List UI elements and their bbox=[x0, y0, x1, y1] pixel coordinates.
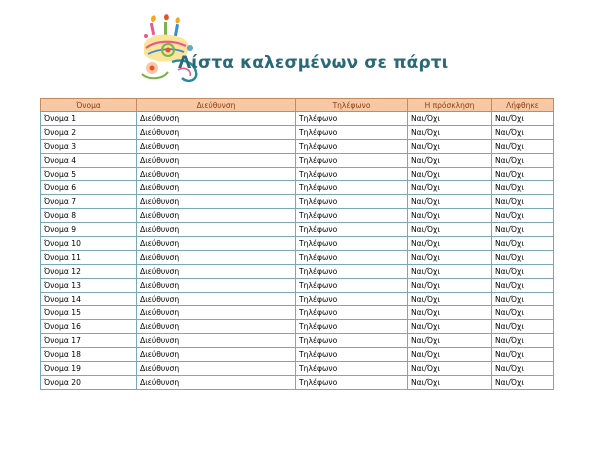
cell-phone[interactable]: Τηλέφωνο bbox=[296, 250, 408, 264]
cell-address[interactable]: Διεύθυνση bbox=[137, 125, 296, 139]
table-row bbox=[41, 278, 554, 292]
page-title: Λίστα καλεσμένων σε πάρτι bbox=[178, 53, 449, 73]
cell-phone[interactable]: Τηλέφωνο bbox=[296, 306, 408, 320]
cell-address[interactable]: Διεύθυνση bbox=[137, 348, 296, 362]
cell-received[interactable]: Ναι/Όχι bbox=[492, 292, 554, 306]
cell-address[interactable]: Διεύθυνση bbox=[137, 153, 296, 167]
cell-received[interactable]: Ναι/Όχι bbox=[492, 209, 554, 223]
cell-name[interactable]: Όνομα 7 bbox=[41, 195, 137, 209]
cell-invitation[interactable]: Ναι/Όχι bbox=[408, 195, 492, 209]
cell-phone[interactable]: Τηλέφωνο bbox=[296, 139, 408, 153]
cell-name[interactable]: Όνομα 10 bbox=[41, 237, 137, 251]
cell-received[interactable]: Ναι/Όχι bbox=[492, 264, 554, 278]
table-row bbox=[41, 292, 554, 306]
cell-name[interactable]: Όνομα 11 bbox=[41, 250, 137, 264]
cell-invitation[interactable]: Ναι/Όχι bbox=[408, 153, 492, 167]
cell-phone[interactable]: Τηλέφωνο bbox=[296, 362, 408, 376]
cell-invitation[interactable]: Ναι/Όχι bbox=[408, 112, 492, 126]
cell-received[interactable]: Ναι/Όχι bbox=[492, 348, 554, 362]
cell-name[interactable]: Όνομα 5 bbox=[41, 167, 137, 181]
cell-address[interactable]: Διεύθυνση bbox=[137, 139, 296, 153]
cell-received[interactable]: Ναι/Όχι bbox=[492, 195, 554, 209]
cell-phone[interactable]: Τηλέφωνο bbox=[296, 209, 408, 223]
cell-invitation[interactable]: Ναι/Όχι bbox=[408, 362, 492, 376]
table-row bbox=[41, 306, 554, 320]
cell-invitation[interactable]: Ναι/Όχι bbox=[408, 375, 492, 389]
cell-received[interactable]: Ναι/Όχι bbox=[492, 250, 554, 264]
cell-phone[interactable]: Τηλέφωνο bbox=[296, 375, 408, 389]
cell-received[interactable]: Ναι/Όχι bbox=[492, 362, 554, 376]
cell-name[interactable]: Όνομα 18 bbox=[41, 348, 137, 362]
cell-address[interactable]: Διεύθυνση bbox=[137, 237, 296, 251]
cell-received[interactable]: Ναι/Όχι bbox=[492, 112, 554, 126]
cell-phone[interactable]: Τηλέφωνο bbox=[296, 292, 408, 306]
table-row bbox=[41, 362, 554, 376]
cell-phone[interactable]: Τηλέφωνο bbox=[296, 334, 408, 348]
cell-name[interactable]: Όνομα 19 bbox=[41, 362, 137, 376]
cell-address[interactable]: Διεύθυνση bbox=[137, 320, 296, 334]
cell-received[interactable]: Ναι/Όχι bbox=[492, 375, 554, 389]
cell-phone[interactable]: Τηλέφωνο bbox=[296, 125, 408, 139]
cell-received[interactable]: Ναι/Όχι bbox=[492, 181, 554, 195]
cell-phone[interactable]: Τηλέφωνο bbox=[296, 181, 408, 195]
table-row bbox=[41, 139, 554, 153]
table-row bbox=[41, 334, 554, 348]
column-header-address: Διεύθυνση bbox=[137, 99, 296, 112]
table-row bbox=[41, 264, 554, 278]
cell-received[interactable]: Ναι/Όχι bbox=[492, 125, 554, 139]
cell-invitation[interactable]: Ναι/Όχι bbox=[408, 292, 492, 306]
cell-name[interactable]: Όνομα 15 bbox=[41, 306, 137, 320]
cell-address[interactable]: Διεύθυνση bbox=[137, 167, 296, 181]
cell-invitation[interactable]: Ναι/Όχι bbox=[408, 250, 492, 264]
cell-received[interactable]: Ναι/Όχι bbox=[492, 278, 554, 292]
cell-invitation[interactable]: Ναι/Όχι bbox=[408, 334, 492, 348]
cell-received[interactable]: Ναι/Όχι bbox=[492, 320, 554, 334]
cell-name[interactable]: Όνομα 8 bbox=[41, 209, 137, 223]
table-row bbox=[41, 153, 554, 167]
cell-phone[interactable]: Τηλέφωνο bbox=[296, 264, 408, 278]
table-row bbox=[41, 320, 554, 334]
table-row bbox=[41, 250, 554, 264]
cell-phone[interactable]: Τηλέφωνο bbox=[296, 348, 408, 362]
cell-phone[interactable]: Τηλέφωνο bbox=[296, 112, 408, 126]
cell-invitation[interactable]: Ναι/Όχι bbox=[408, 348, 492, 362]
cell-phone[interactable]: Τηλέφωνο bbox=[296, 223, 408, 237]
cell-address[interactable]: Διεύθυνση bbox=[137, 209, 296, 223]
cell-name[interactable]: Όνομα 6 bbox=[41, 181, 137, 195]
cell-phone[interactable]: Τηλέφωνο bbox=[296, 237, 408, 251]
cell-invitation[interactable]: Ναι/Όχι bbox=[408, 125, 492, 139]
cell-invitation[interactable]: Ναι/Όχι bbox=[408, 167, 492, 181]
cell-address[interactable]: Διεύθυνση bbox=[137, 264, 296, 278]
cell-name[interactable]: Όνομα 14 bbox=[41, 292, 137, 306]
cell-invitation[interactable]: Ναι/Όχι bbox=[408, 306, 492, 320]
cell-address[interactable]: Διεύθυνση bbox=[137, 278, 296, 292]
cell-address[interactable]: Διεύθυνση bbox=[137, 250, 296, 264]
table-row bbox=[41, 348, 554, 362]
table-row bbox=[41, 237, 554, 251]
cell-address[interactable]: Διεύθυνση bbox=[137, 306, 296, 320]
column-header-received: Λήφθηκε bbox=[492, 99, 554, 112]
cell-phone[interactable]: Τηλέφωνο bbox=[296, 278, 408, 292]
column-header-name: Όνομα bbox=[41, 99, 137, 112]
cell-name[interactable]: Όνομα 2 bbox=[41, 125, 137, 139]
column-header-invitation: Η πρόσκληση bbox=[408, 99, 492, 112]
cell-address[interactable]: Διεύθυνση bbox=[137, 292, 296, 306]
cell-invitation[interactable]: Ναι/Όχι bbox=[408, 223, 492, 237]
cell-phone[interactable]: Τηλέφωνο bbox=[296, 320, 408, 334]
cell-name[interactable]: Όνομα 16 bbox=[41, 320, 137, 334]
guest-list-table bbox=[40, 98, 554, 390]
table-row bbox=[41, 112, 554, 126]
cell-phone[interactable]: Τηλέφωνο bbox=[296, 153, 408, 167]
party-cake-icon bbox=[138, 14, 204, 86]
cell-address[interactable]: Διεύθυνση bbox=[137, 362, 296, 376]
table-row bbox=[41, 195, 554, 209]
cell-name[interactable]: Όνομα 1 bbox=[41, 112, 137, 126]
table-row bbox=[41, 125, 554, 139]
cell-name[interactable]: Όνομα 9 bbox=[41, 223, 137, 237]
cell-phone[interactable]: Τηλέφωνο bbox=[296, 167, 408, 181]
cell-received[interactable]: Ναι/Όχι bbox=[492, 237, 554, 251]
table-row bbox=[41, 375, 554, 389]
table-row bbox=[41, 223, 554, 237]
cell-invitation[interactable]: Ναι/Όχι bbox=[408, 181, 492, 195]
cell-received[interactable]: Ναι/Όχι bbox=[492, 223, 554, 237]
cell-address[interactable]: Διεύθυνση bbox=[137, 195, 296, 209]
cell-address[interactable]: Διεύθυνση bbox=[137, 112, 296, 126]
cell-address[interactable]: Διεύθυνση bbox=[137, 334, 296, 348]
cell-name[interactable]: Όνομα 12 bbox=[41, 264, 137, 278]
cell-address[interactable]: Διεύθυνση bbox=[137, 375, 296, 389]
table-row bbox=[41, 167, 554, 181]
cell-received[interactable]: Ναι/Όχι bbox=[492, 139, 554, 153]
column-header-phone: Τηλέφωνο bbox=[296, 99, 408, 112]
cell-invitation[interactable]: Ναι/Όχι bbox=[408, 278, 492, 292]
cell-invitation[interactable]: Ναι/Όχι bbox=[408, 209, 492, 223]
cell-invitation[interactable]: Ναι/Όχι bbox=[408, 237, 492, 251]
cell-invitation[interactable]: Ναι/Όχι bbox=[408, 320, 492, 334]
table-row bbox=[41, 181, 554, 195]
cell-phone[interactable]: Τηλέφωνο bbox=[296, 195, 408, 209]
cell-name[interactable]: Όνομα 17 bbox=[41, 334, 137, 348]
cell-name[interactable]: Όνομα 20 bbox=[41, 375, 137, 389]
cell-invitation[interactable]: Ναι/Όχι bbox=[408, 264, 492, 278]
cell-address[interactable]: Διεύθυνση bbox=[137, 223, 296, 237]
cell-received[interactable]: Ναι/Όχι bbox=[492, 306, 554, 320]
table-row bbox=[41, 209, 554, 223]
cell-address[interactable]: Διεύθυνση bbox=[137, 181, 296, 195]
table-header-row bbox=[41, 99, 554, 112]
cell-received[interactable]: Ναι/Όχι bbox=[492, 334, 554, 348]
cell-name[interactable]: Όνομα 13 bbox=[41, 278, 137, 292]
cell-invitation[interactable]: Ναι/Όχι bbox=[408, 139, 492, 153]
cell-received[interactable]: Ναι/Όχι bbox=[492, 153, 554, 167]
cell-name[interactable]: Όνομα 3 bbox=[41, 139, 137, 153]
cell-name[interactable]: Όνομα 4 bbox=[41, 153, 137, 167]
cell-received[interactable]: Ναι/Όχι bbox=[492, 167, 554, 181]
page-header bbox=[0, 0, 600, 98]
